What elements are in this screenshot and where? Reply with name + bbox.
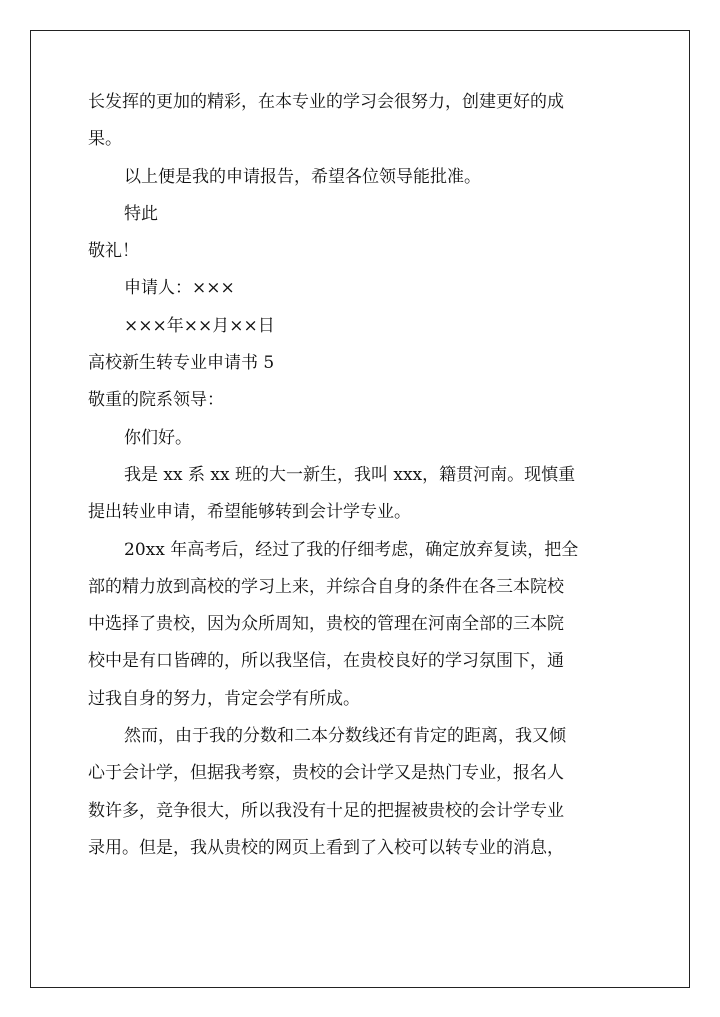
- text-line: 校中是有口皆碑的，所以我坚信，在贵校良好的学习氛围下，通: [88, 651, 564, 672]
- salutation-line: 敬礼！: [88, 241, 139, 262]
- text-line: 果。: [88, 129, 122, 150]
- text-line: 长发挥的更加的精彩，在本专业的学习会很努力，创建更好的成: [88, 92, 564, 112]
- text-line: 特此: [124, 203, 158, 224]
- text-line: 提出转业申请，希望能够转到会计学专业。: [88, 502, 411, 523]
- text-line: 中选择了贵校，因为众所周知，贵校的管理在河南全部的三本院: [88, 614, 564, 635]
- text-line: 过我自身的努力，肯定会学有所成。: [88, 688, 360, 709]
- text-line: 以上便是我的申请报告，希望各位领导能批准。: [124, 166, 481, 187]
- text-line: 你们好。: [124, 427, 192, 448]
- text-line: 20xx 年高考后，经过了我的仔细考虑，确定放弃复读，把全: [124, 539, 579, 560]
- text-line: 心于会计学，但据我考察，贵校的会计学又是热门专业，报名人: [88, 763, 564, 784]
- text-line: 然而，由于我的分数和二本分数线还有肯定的距离，我又倾: [124, 726, 566, 747]
- document-body: [88, 84, 638, 867]
- text-line: 我是 xx 系 xx 班的大一新生，我叫 xxx，籍贯河南。现慎重: [124, 464, 576, 485]
- text-line: 部的精力放到高校的学习上来，并综合自身的条件在各三本院校: [88, 576, 564, 597]
- text-line: 数许多，竞争很大，所以我没有十足的把握被贵校的会计学专业: [88, 800, 564, 821]
- applicant-line: 申请人：×××: [124, 278, 235, 299]
- section-title: 高校新生转专业申请书 5: [88, 353, 275, 374]
- date-line: ×××年××月××日: [124, 315, 275, 336]
- greeting-line: 敬重的院系领导：: [88, 390, 224, 411]
- text-line: 录用。但是，我从贵校的网页上看到了入校可以转专业的消息，: [88, 837, 564, 858]
